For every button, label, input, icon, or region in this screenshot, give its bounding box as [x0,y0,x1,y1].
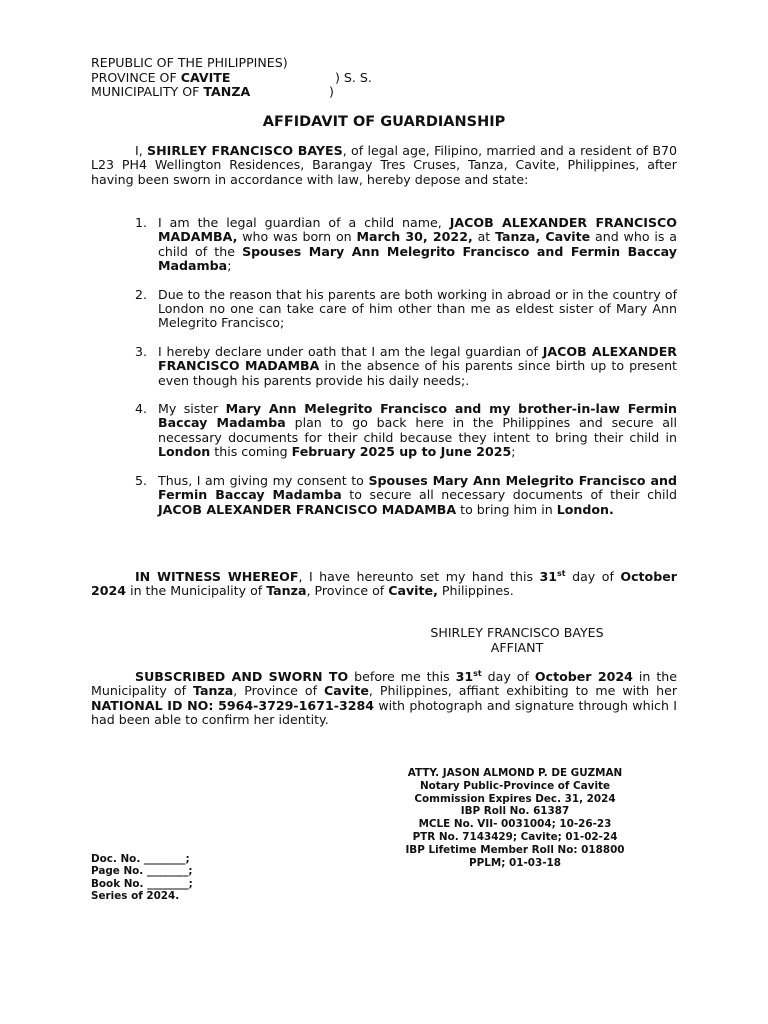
item-text: I hereby declare under oath that I am the legal guardian of [158,343,543,359]
item-text: ; [227,258,232,274]
list-item [91,216,677,274]
notary-line: Notary Public-Province of Cavite [419,779,611,792]
notary-line: MCLE No. VII- 0031004; 10-26-23 [418,818,612,831]
witness-text: , Province of [306,583,389,599]
witness-municipality: Tanza [266,583,307,599]
list-item-number: 2. [135,286,148,302]
item-text: who was born on [237,229,357,245]
caption-province-suffix: ) S. S. [335,69,372,85]
page-number-line: Page No. ________; [91,865,193,878]
caption-line-municipality [91,85,372,100]
document-title: AFFIDAVIT OF GUARDIANSHIP [262,114,506,130]
notary-block [370,767,660,869]
jurat-day-suffix: st [473,668,482,678]
affiant-name: SHIRLEY FRANCISCO BAYES [430,625,604,640]
affiant-label: AFFIANT [490,639,544,655]
caption-province-prefix: PROVINCE OF [91,69,181,85]
item-text: to secure all necessary documents of their child [341,487,677,503]
caption-municipality-label [91,85,329,100]
list-item-number: 4. [135,401,148,417]
caption-municipality-prefix: MUNICIPALITY OF [91,84,204,99]
jurat-text: with photograph and signature through which I had been able to confirm her identity. [91,697,677,728]
witness-paragraph [91,570,677,599]
jurat-municipality: Tanza [193,683,234,699]
item-bold-text: JACOB ALEXANDER FRANCISCO MADAMBA [158,343,677,374]
jurat-text: day of [481,669,535,684]
witness-text: Philippines. [437,583,514,599]
item-bold-text: London [158,444,211,460]
list-item [91,474,677,517]
witness-text: in the Municipality of [126,583,267,599]
witness-text: , I have hereunto set my hand this [298,569,540,584]
jurat-national-id: NATIONAL ID NO: 5964-3729-1671-3284 [91,697,374,713]
intro-affiant-name: SHIRLEY FRANCISCO BAYES [147,143,343,158]
witness-day-number: 31 [539,569,558,584]
intro-paragraph [91,144,677,187]
jurat-text: , Province of [233,683,325,699]
item-text: Due to the reason that his parents are both working in abroad or in the country of London no one can take care of him other than me as eldest sister of Mary Ann Melegrito Francisco; [158,286,677,331]
caption-line-republic [91,56,372,71]
item-text: ; [511,444,516,460]
jurat-day [456,669,482,684]
item-bold-text: JACOB ALEXANDER FRANCISCO MADAMBA, [158,215,677,245]
item-text: Thus, I am giving my consent to [158,472,369,488]
witness-province: Cavite, [388,583,438,599]
jurat-text: before me this [348,669,456,684]
list-item [91,402,677,460]
list-item-number: 1. [135,215,148,230]
doc-number-line: Doc. No. ________; [91,853,190,865]
list-item-number: 5. [135,472,148,488]
affiant-signature-block [400,626,634,655]
notary-name: ATTY. JASON ALMOND P. DE GUZMAN [407,767,623,779]
item-text: this coming [210,444,292,460]
caption-province-label [91,71,335,86]
item-bold-text: February 2025 up to June 2025 [291,444,512,460]
jurat-month-year: October 2024 [534,669,633,684]
item-bold-text: Spouses Mary Ann Melegrito Francisco and Fermin Baccay Madamba [158,472,677,503]
notary-line: PPLM; 01-03-18 [469,856,561,869]
caption-republic-text: REPUBLIC OF THE PHILIPPINES) [91,55,288,70]
notarial-register-block [91,853,193,903]
witness-day [540,569,566,584]
intro-text-2: , of legal age, Filipino, married and a resident of B70 L23 PH4 Wellington Residences, Barangay Tres Cruses, Tanza, Cavite, Philippines, after having been sworn in accordance with law, hereby depose and state: [91,143,677,187]
item-text: plan to go back here in the Philippines and secure all necessary documents for their child because they intent to bring their child in [158,415,677,445]
item-text: and who is a child of the [158,229,677,259]
list-item [91,288,677,331]
notary-line: IBP Lifetime Member Roll No: 018800 [405,843,625,856]
jurat-text: , Philippines, affiant exhibiting to me with her [368,683,677,699]
notary-line: IBP Roll No. 61387 [460,805,570,818]
item-bold-text: Tanza, Cavite [495,229,591,245]
caption-line-province [91,71,372,86]
witness-text: day of [565,569,621,584]
item-text: in the absence of his parents since birth up to present even though his parents provide his daily needs;. [158,358,677,388]
item-text: I am the legal guardian of a child name, [158,215,450,230]
caption-municipality-suffix: ) [329,84,334,99]
item-bold-text: March 30, 2022, [356,229,473,245]
book-number-line: Book No. ________; [91,877,193,890]
notary-line: Commission Expires Dec. 31, 2024 [414,792,616,805]
series-line: Series of 2024. [91,890,180,903]
notary-line: PTR No. 7143429; Cavite; 01-02-24 [412,830,618,843]
item-text: at [472,229,496,245]
item-bold-text: London. [556,501,614,517]
jurat-day-number: 31 [455,669,474,684]
witness-heading: IN WITNESS WHEREOF [135,569,299,584]
item-text: to bring him in [456,501,557,517]
statement-list [91,216,677,531]
caption-province-name: CAVITE [180,69,231,85]
intro-text-1: I, [135,143,148,158]
item-bold-text: Mary Ann Melegrito Francisco and my brother-in-law Fermin Baccay Madamba [158,401,677,431]
jurat-province: Cavite [324,683,369,699]
item-bold-text: JACOB ALEXANDER FRANCISCO MADAMBA [158,501,457,517]
witness-day-suffix: st [557,568,566,578]
caption-municipality-name: TANZA [203,84,251,99]
caption-block [91,56,372,100]
item-bold-text: Spouses Mary Ann Melegrito Francisco and Fermin Baccay Madamba [158,243,677,274]
witness-month-year: October 2024 [91,569,677,599]
list-item [91,345,677,388]
jurat-heading: SUBSCRIBED AND SWORN TO [135,669,349,684]
list-item-number: 3. [135,343,148,359]
item-text: My sister [158,401,226,417]
jurat-paragraph [91,670,677,728]
jurat-text: in the Municipality of [91,669,677,699]
